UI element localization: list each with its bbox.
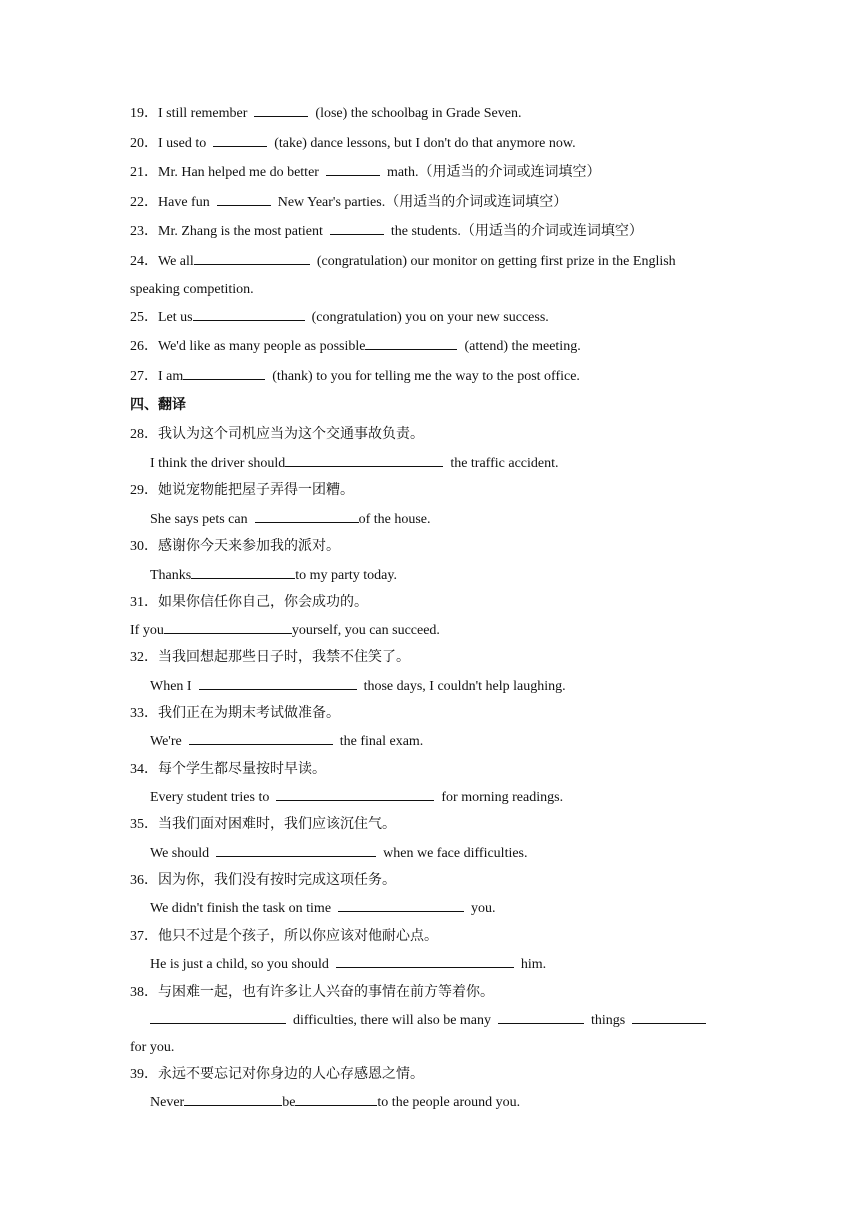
answer-32 <box>150 677 566 697</box>
answer-39 <box>150 1093 520 1113</box>
answer-29 <box>150 510 431 530</box>
question-text: be <box>282 1095 296 1110</box>
question-text: speaking competition. <box>130 282 254 297</box>
answer-blank[interactable] <box>183 367 265 380</box>
question-text: the students.（用适当的介词或连词填空） <box>383 224 643 239</box>
answer-blank[interactable] <box>285 454 443 467</box>
question-text: things <box>584 1013 633 1028</box>
question-text: (attend) the meeting. <box>457 339 581 354</box>
answer-blank[interactable] <box>164 621 292 634</box>
question-text: for morning readings. <box>434 790 564 805</box>
chinese-sentence: 32．当我回想起那些日子时，我禁不住笑了。 <box>130 650 410 665</box>
section-heading <box>130 396 186 416</box>
question-31 <box>130 593 368 613</box>
question-text: New Year's parties.（用适当的介词或连词填空） <box>270 195 568 210</box>
question-22 <box>130 193 567 213</box>
answer-blank[interactable] <box>184 1093 282 1106</box>
question-text: 19．I still remember <box>130 106 255 121</box>
question-text: of the house. <box>358 512 431 527</box>
question-text: Never <box>150 1095 185 1110</box>
chinese-sentence: 31．如果你信任你自己，你会成功的。 <box>130 595 368 610</box>
answer-28 <box>150 454 559 474</box>
answer-blank[interactable] <box>365 337 457 350</box>
chinese-sentence: 30．感谢你今天来参加我的派对。 <box>130 539 340 554</box>
chinese-sentence: 34．每个学生都尽量按时早读。 <box>130 762 326 777</box>
question-37 <box>130 927 438 947</box>
answer-36 <box>150 899 496 919</box>
question-text: He is just a child, so you should <box>150 957 336 972</box>
question-text: 25．Let us <box>130 310 193 325</box>
answer-blank[interactable] <box>189 732 333 745</box>
question-24-continued <box>130 280 254 300</box>
question-26 <box>130 337 581 357</box>
answer-blank[interactable] <box>632 1011 706 1024</box>
question-30 <box>130 537 340 557</box>
chinese-sentence: 39．永远不要忘记对你身边的人心存感恩之情。 <box>130 1067 424 1082</box>
question-35 <box>130 815 396 835</box>
answer-35 <box>150 844 528 864</box>
question-text: When I <box>150 679 199 694</box>
answer-blank[interactable] <box>193 308 305 321</box>
chinese-sentence: 38．与困难一起，也有许多让人兴奋的事情在前方等着你。 <box>130 985 494 1000</box>
question-text: We should <box>150 846 217 861</box>
answer-blank[interactable] <box>217 193 271 206</box>
answer-blank[interactable] <box>191 566 295 579</box>
question-text: (congratulation) you on your new success. <box>304 310 549 325</box>
question-33 <box>130 704 340 724</box>
question-text: to the people around you. <box>377 1095 521 1110</box>
chinese-sentence: 35．当我们面对困难时，我们应该沉住气。 <box>130 817 396 832</box>
answer-34 <box>150 788 563 808</box>
question-text: I think the driver should <box>150 456 286 471</box>
question-text: (thank) to you for telling me the way to the post office. <box>265 369 580 384</box>
question-29 <box>130 481 354 501</box>
answer-blank[interactable] <box>498 1011 584 1024</box>
answer-blank[interactable] <box>150 1011 286 1024</box>
answer-blank[interactable] <box>330 222 384 235</box>
question-text: 20．I used to <box>130 136 214 151</box>
question-25 <box>130 308 549 328</box>
answer-blank[interactable] <box>255 510 359 523</box>
question-34 <box>130 760 326 780</box>
question-text: difficulties, there will also be many <box>286 1013 499 1028</box>
question-text: 26．We'd like as many people as possible <box>130 339 366 354</box>
question-36 <box>130 871 396 891</box>
question-text: 21．Mr. Han helped me do better <box>130 165 326 180</box>
answer-38 <box>150 1011 706 1031</box>
answer-blank[interactable] <box>213 134 267 147</box>
question-text: Every student tries to <box>150 790 277 805</box>
question-text: when we face difficulties. <box>376 846 528 861</box>
question-38 <box>130 983 494 1003</box>
question-20 <box>130 134 576 154</box>
question-text: 27．I am <box>130 369 184 384</box>
question-19 <box>130 104 521 124</box>
question-text: 22．Have fun <box>130 195 217 210</box>
question-text: 23．Mr. Zhang is the most patient <box>130 224 330 239</box>
question-23 <box>130 222 643 242</box>
answer-blank[interactable] <box>254 104 308 117</box>
question-text: Thanks <box>150 568 192 583</box>
question-27 <box>130 367 580 387</box>
chinese-sentence: 36．因为你，我们没有按时完成这项任务。 <box>130 873 396 888</box>
question-text: yourself, you can succeed. <box>291 623 440 638</box>
question-text: math.（用适当的介词或连词填空） <box>379 165 601 180</box>
question-text: the final exam. <box>332 734 424 749</box>
question-text: to my party today. <box>295 568 397 583</box>
answer-30 <box>150 566 397 586</box>
question-text: If you <box>130 623 164 638</box>
question-text: 24．We all <box>130 254 194 269</box>
answer-blank[interactable] <box>216 844 376 857</box>
answer-blank[interactable] <box>338 899 464 912</box>
chinese-sentence: 33．我们正在为期末考试做准备。 <box>130 706 340 721</box>
answer-blank[interactable] <box>194 252 310 265</box>
answer-blank[interactable] <box>336 955 514 968</box>
answer-blank[interactable] <box>199 677 357 690</box>
answer-blank[interactable] <box>276 788 434 801</box>
question-text: those days, I couldn't help laughing. <box>356 679 566 694</box>
question-32 <box>130 648 410 668</box>
question-39 <box>130 1065 424 1085</box>
question-text: We didn't finish the task on time <box>150 901 339 916</box>
answer-38-continued <box>130 1038 174 1058</box>
answer-37 <box>150 955 546 975</box>
question-21 <box>130 163 600 183</box>
answer-33 <box>150 732 423 752</box>
chinese-sentence: 37．他只不过是个孩子，所以你应该对他耐心点。 <box>130 929 438 944</box>
answer-blank[interactable] <box>326 163 380 176</box>
section-title: 四、翻译 <box>130 398 186 413</box>
question-28 <box>130 425 424 445</box>
question-24 <box>130 252 676 272</box>
answer-blank[interactable] <box>295 1093 377 1106</box>
question-text: She says pets can <box>150 512 255 527</box>
question-text: (lose) the schoolbag in Grade Seven. <box>308 106 522 121</box>
answer-31 <box>130 621 440 641</box>
chinese-sentence: 28．我认为这个司机应当为这个交通事故负责。 <box>130 427 424 442</box>
question-text: (take) dance lessons, but I don't do that anymore now. <box>267 136 576 151</box>
question-text: the traffic accident. <box>443 456 559 471</box>
question-text: for you. <box>130 1040 175 1055</box>
question-text: We're <box>150 734 189 749</box>
question-text: you. <box>464 901 496 916</box>
question-text: him. <box>513 957 547 972</box>
question-text: (congratulation) our monitor on getting first prize in the English <box>309 254 676 269</box>
chinese-sentence: 29．她说宠物能把屋子弄得一团糟。 <box>130 483 354 498</box>
